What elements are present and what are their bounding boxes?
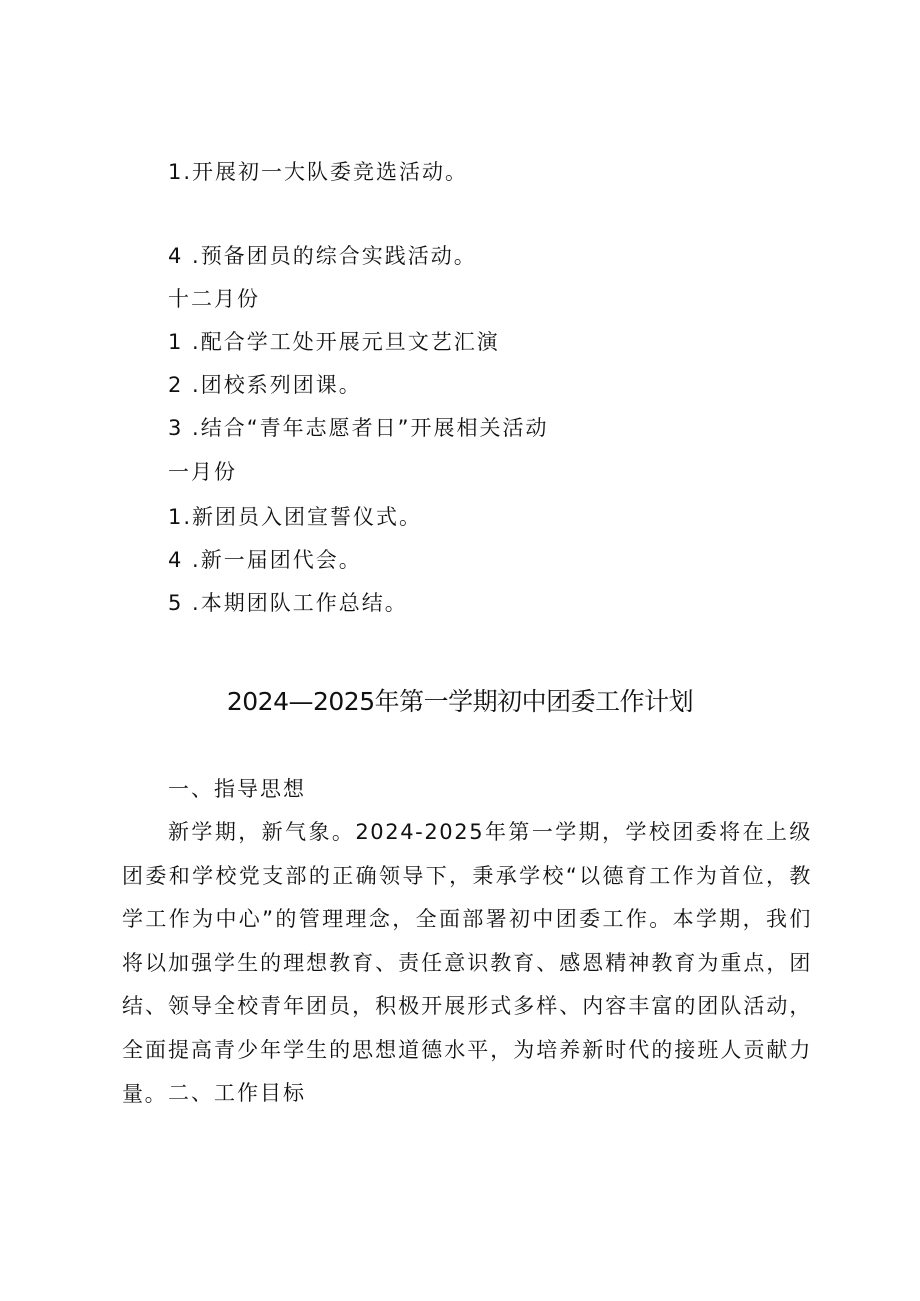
activity-item: 1.开展初一大队委竞选活动。 bbox=[168, 160, 469, 184]
activity-item: 1 .配合学工处开展元旦文艺汇演 bbox=[168, 330, 500, 354]
plan-title: 2024—2025年第一学期初中团委工作计划 bbox=[226, 687, 694, 716]
month-heading-january: 一月份 bbox=[168, 460, 237, 484]
section-paragraph: 新学期，新气象。2024-2025年第一学期，学校团委将在上级团委和学校党支部的正确领导下，秉承学校“以德育工作为首位，教学工作为中心”的管理理念，全面部署初中团委工作。本学期，我们将以加强学生的理想教育、责任意识教育、感恩精神教育为重点，团结、领导全校青年团员，积极开展形式多样、内容丰富的团队活动，全面提高青少年学生的思想道德水平，为培养新时代的接班人贡献力量。 bbox=[122, 820, 812, 1106]
activity-item: 3 .结合“青年志愿者日”开展相关活动 bbox=[168, 416, 549, 440]
activity-item: 4 .新一届团代会。 bbox=[168, 548, 362, 572]
activity-item: 1.新团员入团宣誓仪式。 bbox=[168, 505, 423, 529]
activity-item: 2 .团校系列团课。 bbox=[168, 373, 362, 397]
section-heading-work-goals: 二、工作目标 bbox=[168, 1081, 306, 1105]
section-heading-guiding-thought: 一、指导思想 bbox=[168, 777, 306, 801]
month-heading-december: 十二月份 bbox=[168, 287, 260, 311]
activity-item: 5 .本期团队工作总结。 bbox=[168, 591, 408, 615]
activity-item: 4 .预备团员的综合实践活动。 bbox=[168, 244, 477, 268]
